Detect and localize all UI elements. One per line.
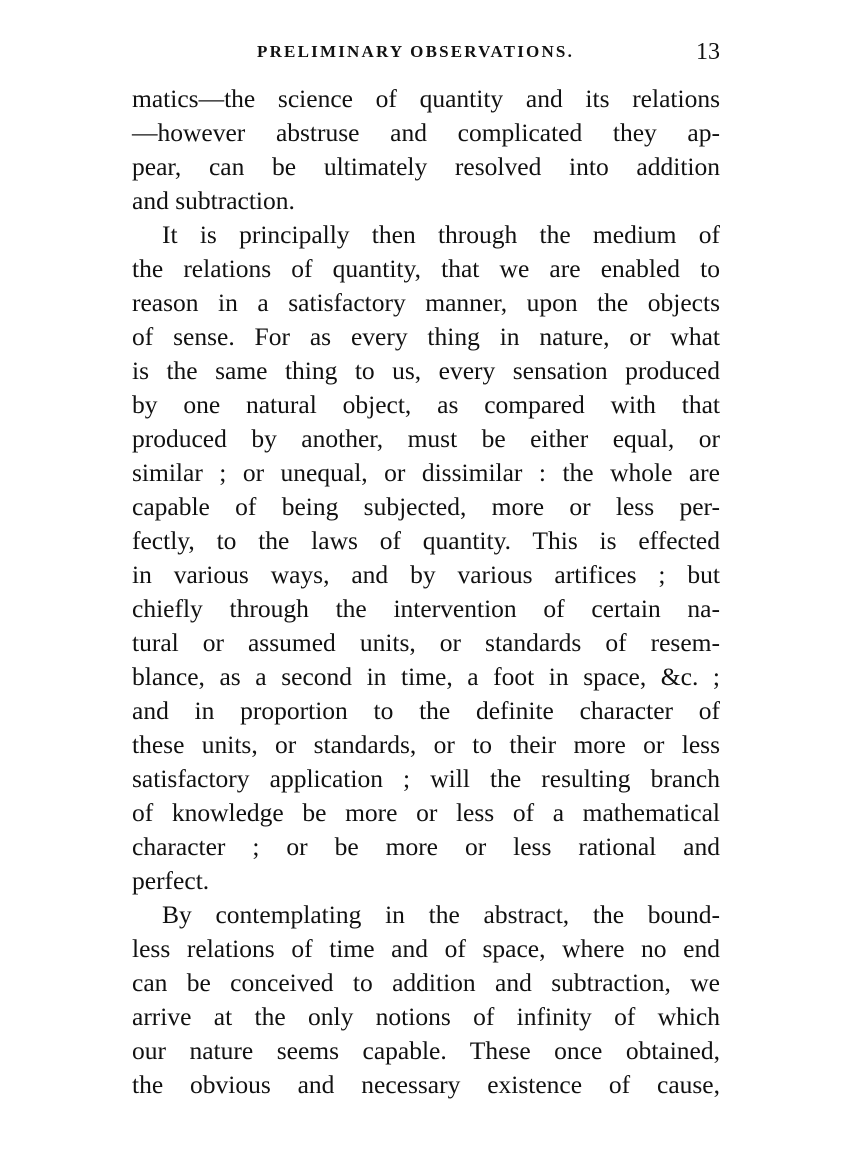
text-line: of sense. For as every thing in nature, or what	[132, 322, 720, 351]
running-title: PRELIMINARY OBSERVATIONS.	[257, 42, 575, 61]
text-line: perfect.	[132, 866, 210, 895]
text-line: capable of being subjected, more or less per-	[132, 492, 720, 521]
text-line: and subtraction.	[132, 186, 295, 215]
text-line: less relations of time and of space, where no end	[132, 934, 720, 963]
text-line: tural or assumed units, or standards of resem-	[132, 628, 720, 657]
text-line: blance, as a second in time, a foot in space, &c. ;	[132, 662, 720, 691]
text-line: our nature seems capable. These once obtained,	[132, 1036, 720, 1065]
text-line: produced by another, must be either equal, or	[132, 424, 720, 453]
text-line: reason in a satisfactory manner, upon the objects	[132, 288, 720, 317]
text-line: by one natural object, as compared with that	[132, 390, 720, 419]
text-line: can be conceived to addition and subtraction, we	[132, 968, 720, 997]
text-line: and in proportion to the definite character of	[132, 696, 720, 725]
text-line: satisfactory application ; will the resulting branch	[132, 764, 720, 793]
text-line: these units, or standards, or to their more or less	[132, 730, 720, 759]
text-line: chiefly through the intervention of certain na-	[132, 594, 720, 623]
text-line: similar ; or unequal, or dissimilar : the whole are	[132, 458, 720, 487]
text-line: —however abstruse and complicated they ap-	[132, 118, 720, 147]
text-line: arrive at the only notions of infinity of which	[132, 1002, 720, 1031]
text-line: pear, can be ultimately resolved into addition	[132, 152, 720, 181]
text-line: is the same thing to us, every sensation produced	[132, 356, 720, 385]
page-number: 13	[696, 39, 720, 65]
text-line: matics—the science of quantity and its relations	[132, 84, 720, 113]
body-text	[132, 82, 720, 1102]
text-line: the obvious and necessary existence of cause,	[132, 1070, 720, 1099]
text-line: By contemplating in the abstract, the bound-	[162, 900, 720, 929]
running-head	[132, 39, 720, 72]
text-line: character ; or be more or less rational and	[132, 832, 720, 861]
text-line: It is principally then through the medium of	[162, 220, 720, 249]
text-line: of knowledge be more or less of a mathematical	[132, 798, 720, 827]
text-line: in various ways, and by various artifices ; but	[132, 560, 720, 589]
text-line: fectly, to the laws of quantity. This is effected	[132, 526, 720, 555]
text-line: the relations of quantity, that we are enabled to	[132, 254, 720, 283]
